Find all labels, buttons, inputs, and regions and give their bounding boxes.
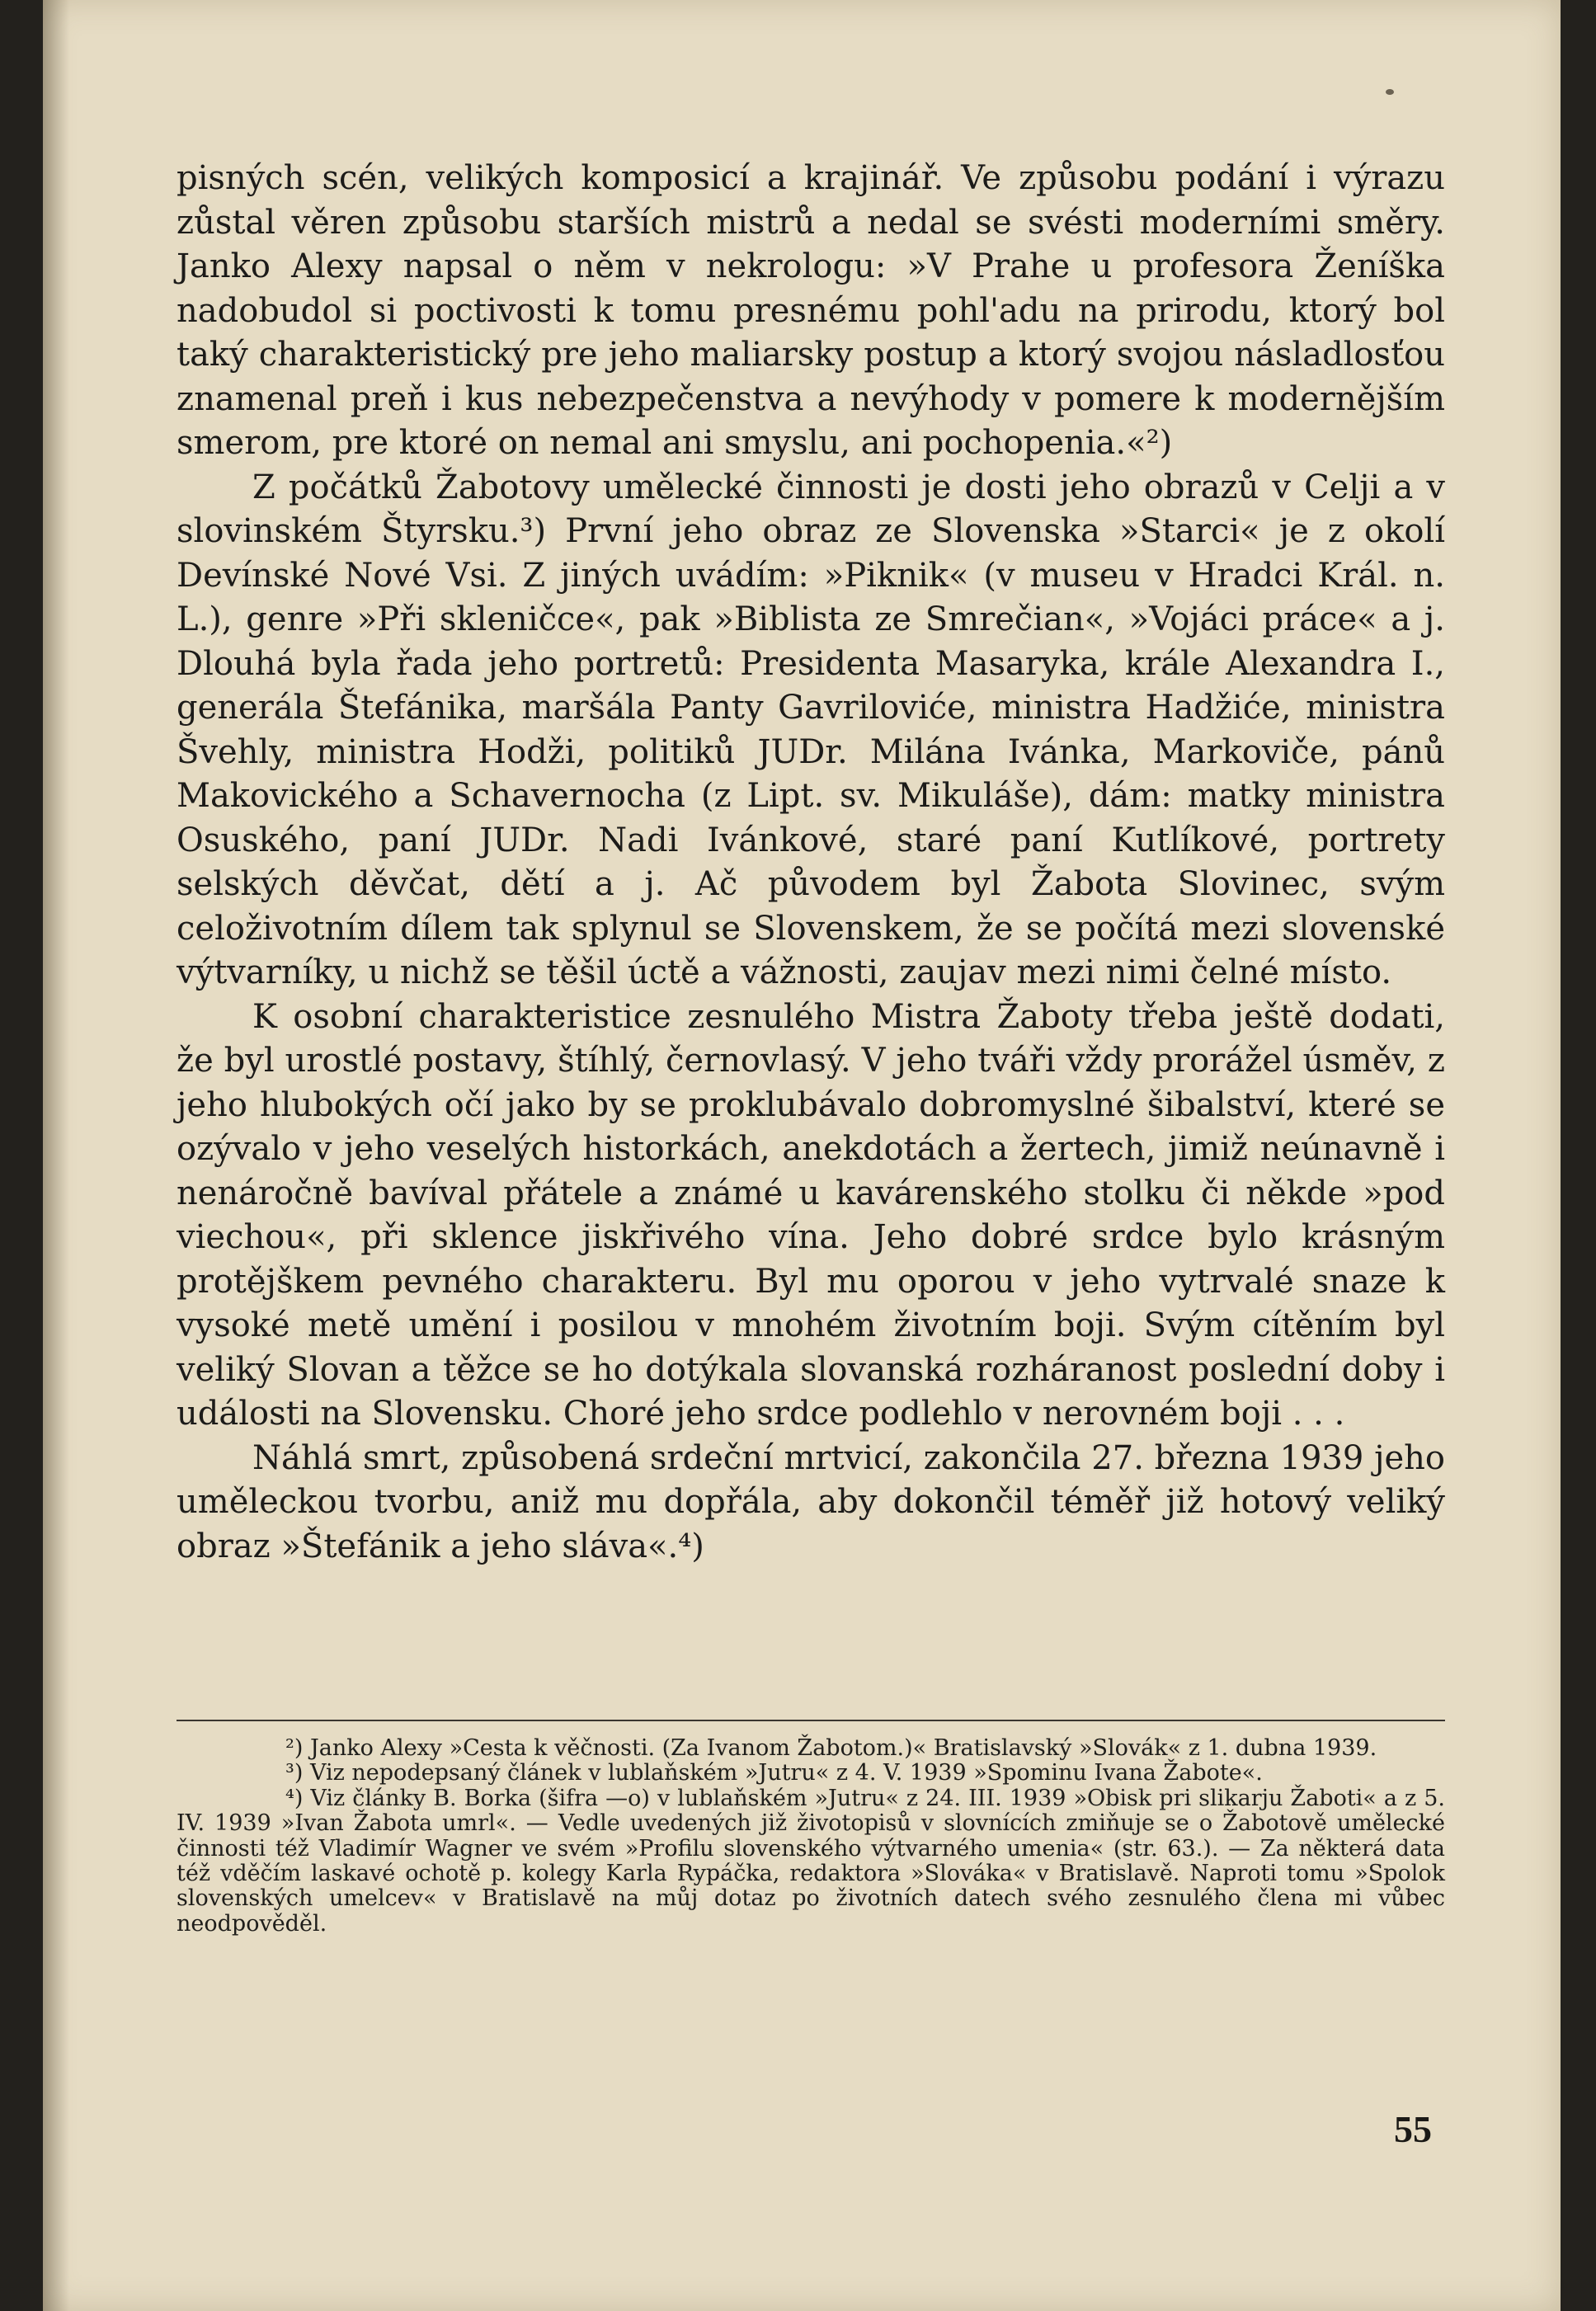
ink-speck bbox=[1386, 89, 1394, 95]
paragraph-1: pisných scén, velikých komposicí a krajinář. Ve způsobu podání i výrazu zůstal věren způsobu starších mistrů a nedal se svésti moderními směry. Janko Alexy napsal o něm v nekrologu: »V Prahe u profesora Ženíška nadobudol si poctivosti k tomu presnému pohl'adu na prirodu, ktorý bol taký charakteristický pre jeho maliarsky postup a ktorý svojou násladlosťou znamenal preň i kus nebezpečenstva a nevýhody v pomere k modernějším smerom, pre ktoré on nemal ani smyslu, ani pochopenia.«²) bbox=[177, 159, 1445, 462]
paragraph-3: K osobní charakteristice zesnulého Mistra Žaboty třeba ještě dodati, že byl urostlé postavy, štíhlý, černovlasý. V jeho tváři vždy prorážel úsměv, z jeho hlubokých očí jako by se proklubávalo dobromyslné šibalství, které se ozývalo v jeho veselých historkách, anekdotách a žertech, jimiž neúnavně i nenáročně bavíval přátele a známé u kavárenského stolku či někde »pod viechou«, při sklence jiskřivého vína. Jeho dobré srdce bylo krásným protějškem pevného charakteru. Byl mu oporou v jeho vytrvalé snaze k vysoké metě umění i posilou v mnohém životním boji. Svým cítěním byl veliký Slovan a těžce se ho dotýkala slovanská rozháranost poslední doby i události na Slovensku. Choré jeho srdce podlehlo v nerovném boji . . . bbox=[177, 997, 1445, 1433]
spine-shadow bbox=[43, 0, 69, 2311]
footnote-separator bbox=[177, 1720, 1445, 1721]
footnote-4: ⁴) Viz články B. Borka (šifra —o) v lublaňském »Jutru« z 24. III. 1939 »Obisk pri slikarju Žaboti« a z 5. IV. 1939 »Ivan Žabota umrl«. — Vedle uvedených již životopisů v slovnících zmiňuje se o Žabotově umělecké činnosti též Vladimír Wagner ve svém »Profilu slovenského výtvarného umenia« (str. 63.). — Za některá data též vděčím laskavé ochotě p. kolegy Karla Rypáčka, redaktora »Slováka« v Bratislavě. Naproti tomu »Spolok slovenských umelcev« v Bratislavě na můj dotaz po životních datech svého zesnulého člena mi vůbec neodpověděl. bbox=[177, 1785, 1445, 1937]
footnote-2: ²) Janko Alexy »Cesta k věčnosti. (Za Ivanom Žabotom.)« Bratislavský »Slovák« z 1. dubna 1939. bbox=[285, 1735, 1377, 1761]
book-page bbox=[43, 0, 1561, 2311]
paragraph-4: Náhlá smrt, způsobená srdeční mrtvicí, zakončila 27. března 1939 jeho uměleckou tvorbu, aniž mu dopřála, aby dokončil téměř již hotový veliký obraz »Štefánik a jeho sláva«.⁴) bbox=[177, 1438, 1445, 1565]
paragraph-2: Z počátků Žabotovy umělecké činnosti je dosti jeho obrazů v Celji a v slovinském Štyrsku.³) První jeho obraz ze Slovenska »Starci« je z okolí Devínské Nové Vsi. Z jiných uvádím: »Piknik« (v museu v Hradci Král. n. L.), genre »Při skleničce«, pak »Biblista ze Smrečian«, »Vojáci práce« a j. Dlouhá byla řada jeho portretů: Presidenta Masaryka, krále Alexandra I., generála Štefánika, maršála Panty Gavriloviće, ministra Hadžiće, ministra Švehly, ministra Hodži, politiků JUDr. Milána Ivánka, Markoviče, pánů Makovického a Schavernocha (z Lipt. sv. Mikuláše), dám: matky ministra Osuského, paní JUDr. Nadi Ivánkové, staré paní Kutlíkové, portrety selských děvčat, dětí a j. Ač původem byl Žabota Slovinec, svým celoživotním dílem tak splynul se Slovenskem, že se počítá mezi slovenské výtvarníky, u nichž se těšil úctě a vážnosti, zaujav mezi nimi čelné místo. bbox=[177, 468, 1445, 991]
footnote-3: ³) Viz nepodepsaný článek v lublaňském »Jutru« z 4. V. 1939 »Spominu Ivana Žabote«. bbox=[285, 1760, 1263, 1786]
footnotes bbox=[177, 1736, 1445, 1937]
page-number: 55 bbox=[1394, 2108, 1432, 2150]
body-text bbox=[177, 157, 1445, 1569]
